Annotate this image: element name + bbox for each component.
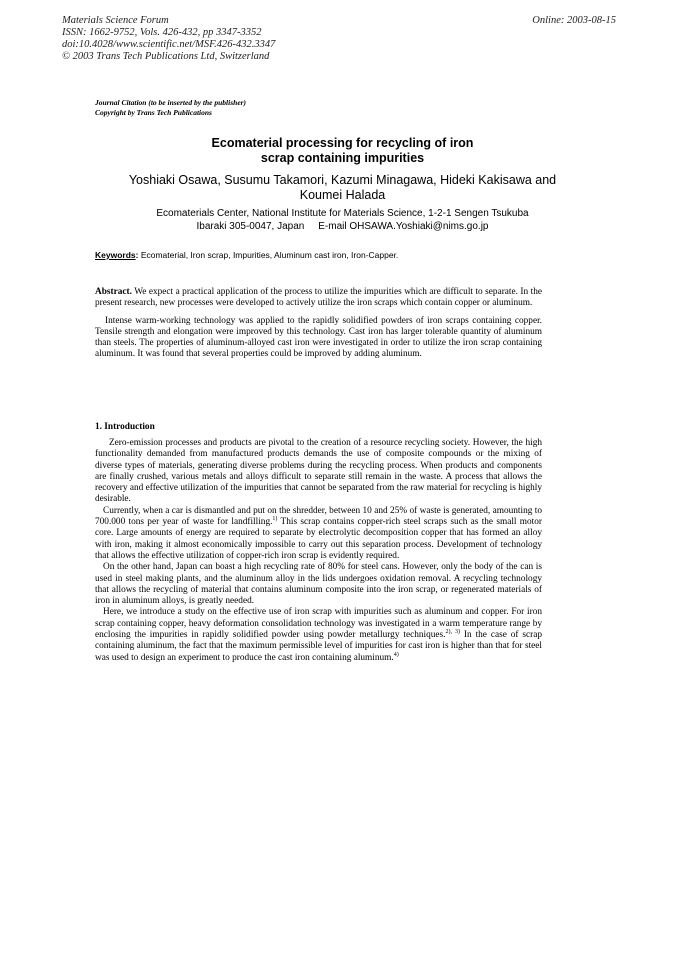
doi-line: doi:10.4028/www.scientific.net/MSF.426-432.3347 [62, 39, 276, 50]
authors-line-2: Koumei Halada [299, 188, 386, 202]
abstract-section [95, 287, 542, 361]
keywords-text: Ecomaterial, Iron scrap, Impurities, Aluminum cast iron, Iron-Capper. [138, 250, 399, 260]
section-heading-introduction: 1. Introduction [95, 422, 155, 432]
keywords-label: Keywords [95, 250, 136, 260]
authors-line-1: Yoshiaki Osawa, Susumu Takamori, Kazumi Minagawa, Hideki Kakisawa and [128, 173, 557, 187]
intro-paragraph-2 [95, 506, 542, 562]
paper-title [95, 136, 590, 166]
abstract-text-1: We expect a practical application of the process to utilize the impurities which are difficult to separate. In the present research, new processes were developed to actively utilize the iron scraps which contain copper or aluminum. [95, 287, 542, 309]
online-date: Online: 2003-08-15 [532, 15, 616, 26]
copyright-line: © 2003 Trans Tech Publications Ltd, Switzerland [62, 51, 270, 62]
reference-marker: 1) [272, 516, 278, 523]
intro-paragraph-4 [95, 607, 542, 663]
title-line-2: scrap containing impurities [260, 151, 425, 165]
intro-paragraph-3: On the other hand, Japan can boast a high recycling rate of 80% for steel cans. However, only the body of the can is used in steel making plants, and the aluminum alloy in the lids undergoes oxidation removal. A recycling technology that allows the recycling of material that contains aluminum composite into the iron scrap, or regenerated materials of iron in aluminum alloys, is greatly needed. [95, 562, 542, 607]
introduction-section [95, 438, 542, 664]
abstract-paragraph-2: Intense warm-working technology was applied to the rapidly solidified powders of iron scraps containing copper. Tensile strength and elongation were improved by this technology. Cast iron has larger tolerable quantity of aluminum than steels. The properties of aluminum-alloyed cast iron were investigated in order to utilize the iron scrap containing aluminum. It was found that several properties could be improved by adding aluminum. [95, 315, 542, 360]
copyright-note: Copyright by Trans Tech Publications [95, 108, 212, 117]
affiliation-address: Ibaraki 305-0047, Japan [196, 221, 305, 232]
keywords: Keywords: Ecomaterial, Iron scrap, Impurities, Aluminum cast iron, Iron-Capper. [95, 250, 399, 260]
title-line-1: Ecomaterial processing for recycling of iron [211, 136, 474, 150]
author-email: E-mail OHSAWA.Yoshiaki@nims.go.jp [318, 221, 489, 232]
reference-marker: 4) [393, 651, 399, 658]
affiliation-line-2 [95, 220, 590, 233]
intro-text-4b: In the case of scrap containing aluminum, the fact that the maximum permissible level of impurities for cast iron is higher than that for steel was used to design an experiment to produce the cast iron containing aluminum. [95, 630, 542, 663]
affiliation [95, 207, 590, 233]
issn-line: ISSN: 1662-9752, Vols. 426-432, pp 3347-3352 [62, 27, 262, 38]
abstract-label: Abstract. [95, 287, 132, 297]
citation-note [95, 98, 246, 118]
intro-text-2b: This scrap contains copper-rich steel scraps such as the small motor core. Large amounts of energy are required to separate by electrolytic decomposition copper that has formed an alloy with iron, making it almost economically impossible to carry out this separation process. Development of technology that allows the effective utilization of copper-rich iron scrap is evidently required. [95, 517, 542, 561]
journal-name: Materials Science Forum [62, 15, 169, 26]
affiliation-line-1: Ecomaterials Center, National Institute for Materials Science, 1-2-1 Sengen Tsukuba [156, 208, 529, 219]
intro-paragraph-1: Zero-emission processes and products are pivotal to the creation of a resource recycling society. However, the high functionality demanded from manufactured products demands the use of composite compounds or the mixing of diverse types of materials, generating diverse problems during the recycling process. When products and components are finally crushed, various metals and alloys difficult to separate still remain in the waste. A process that allows the recovery and effective utilization of the impurities that cannot be separated from the raw material for recycling is highly desirable. [95, 438, 542, 505]
publication-header [62, 15, 622, 63]
reference-marker: 2), 3) [445, 629, 461, 636]
author-list [95, 173, 590, 203]
abstract-paragraph-1 [95, 287, 542, 310]
intro-text-4a: Here, we introduce a study on the effective use of iron scrap with impurities such as aluminum and copper. For iron scrap containing copper, heavy deformation consolidation technology was investigated in a warm temperature range by enclosing the impurities in rapidly solidified powder using powder metallurgy techniques. [95, 607, 542, 641]
intro-text-2a: Currently, when a car is dismantled and put on the shredder, between 10 and 25% of waste is generated, amounting to 700.000 tons per year of waste for landfilling. [95, 505, 542, 528]
citation-line: Journal Citation (to be inserted by the publisher) [95, 98, 247, 107]
